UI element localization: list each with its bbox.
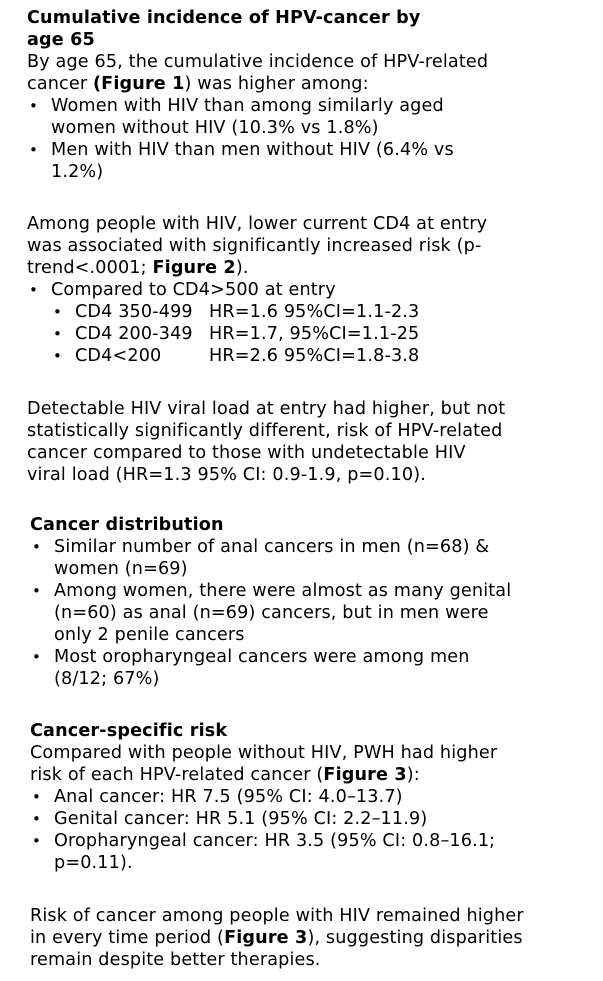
cd4-paragraph: Among people with HIV, lower current CD4 at entry was associated with significantly increased risk (p- trend<.0001; Figure 2). bbox=[27, 214, 488, 278]
list-item: • Compared to CD4>500 at entry bbox=[27, 279, 587, 301]
figure-3-ref: Figure 3 bbox=[224, 928, 308, 948]
conclusion-section bbox=[30, 905, 590, 971]
list-item: • Among women, there were almost as many genital (n=60) as anal (n=69) cancers, but in men were only 2 penile cancers bbox=[30, 580, 590, 646]
bullet-list bbox=[30, 786, 590, 874]
risk-paragraph: Compared with people without HIV, PWH had higher risk of each HPV-related cancer (Figure 3): bbox=[30, 743, 498, 785]
bullet-list bbox=[27, 95, 587, 183]
list-item: • Men with HIV than men without HIV (6.4% vs 1.2%) bbox=[27, 139, 587, 183]
figure-2-ref: Figure 2 bbox=[152, 258, 236, 278]
list-item: • Anal cancer: HR 7.5 (95% CI: 4.0–13.7) bbox=[30, 786, 590, 808]
list-item: • Oropharyngeal cancer: HR 3.5 (95% CI: 0.8–16.1; p=0.11). bbox=[30, 830, 590, 874]
section-heading: Cumulative incidence of HPV-cancer by age 65 bbox=[27, 8, 421, 50]
figure-3-ref: Figure 3 bbox=[323, 765, 407, 785]
sub-list-item: • CD4 200-349 HR=1.7, 95%CI=1.1-25 bbox=[27, 323, 587, 345]
section-heading: Cancer-specific risk bbox=[30, 721, 228, 741]
cancer-distribution-section bbox=[30, 514, 590, 690]
bullet-list bbox=[27, 279, 587, 367]
cd4-section bbox=[27, 213, 587, 367]
list-item: • Most oropharyngeal cancers were among men (8/12; 67%) bbox=[30, 646, 590, 690]
section-heading: Cancer distribution bbox=[30, 515, 224, 535]
viral-load-section bbox=[27, 398, 587, 486]
sub-list-item: • CD4<200 HR=2.6 95%CI=1.8-3.8 bbox=[27, 345, 587, 367]
conclusion-paragraph: Risk of cancer among people with HIV remained higher in every time period (Figure 3), suggesting disparities remain despite better therapies. bbox=[30, 906, 524, 970]
list-item: • Women with HIV than among similarly aged women without HIV (10.3% vs 1.8%) bbox=[27, 95, 587, 139]
bullet-list bbox=[30, 536, 590, 690]
intro-paragraph: By age 65, the cumulative incidence of HPV-related cancer (Figure 1) was higher among: bbox=[27, 52, 489, 94]
sub-list-item: • CD4 350-499 HR=1.6 95%CI=1.1-2.3 bbox=[27, 301, 587, 323]
viral-load-paragraph: Detectable HIV viral load at entry had higher, but not statistically significantly different, risk of HPV-related cancer compared to those with undetectable HIV viral load (HR=1.3 95% CI: 0.9-1.9, p=0.10). bbox=[27, 399, 506, 485]
figure-1-ref: (Figure 1 bbox=[92, 74, 185, 94]
cancer-specific-risk-section bbox=[30, 720, 590, 874]
list-item: • Similar number of anal cancers in men (n=68) & women (n=69) bbox=[30, 536, 590, 580]
list-item: • Genital cancer: HR 5.1 (95% CI: 2.2–11.9) bbox=[30, 808, 590, 830]
cumulative-incidence-section bbox=[27, 7, 587, 183]
